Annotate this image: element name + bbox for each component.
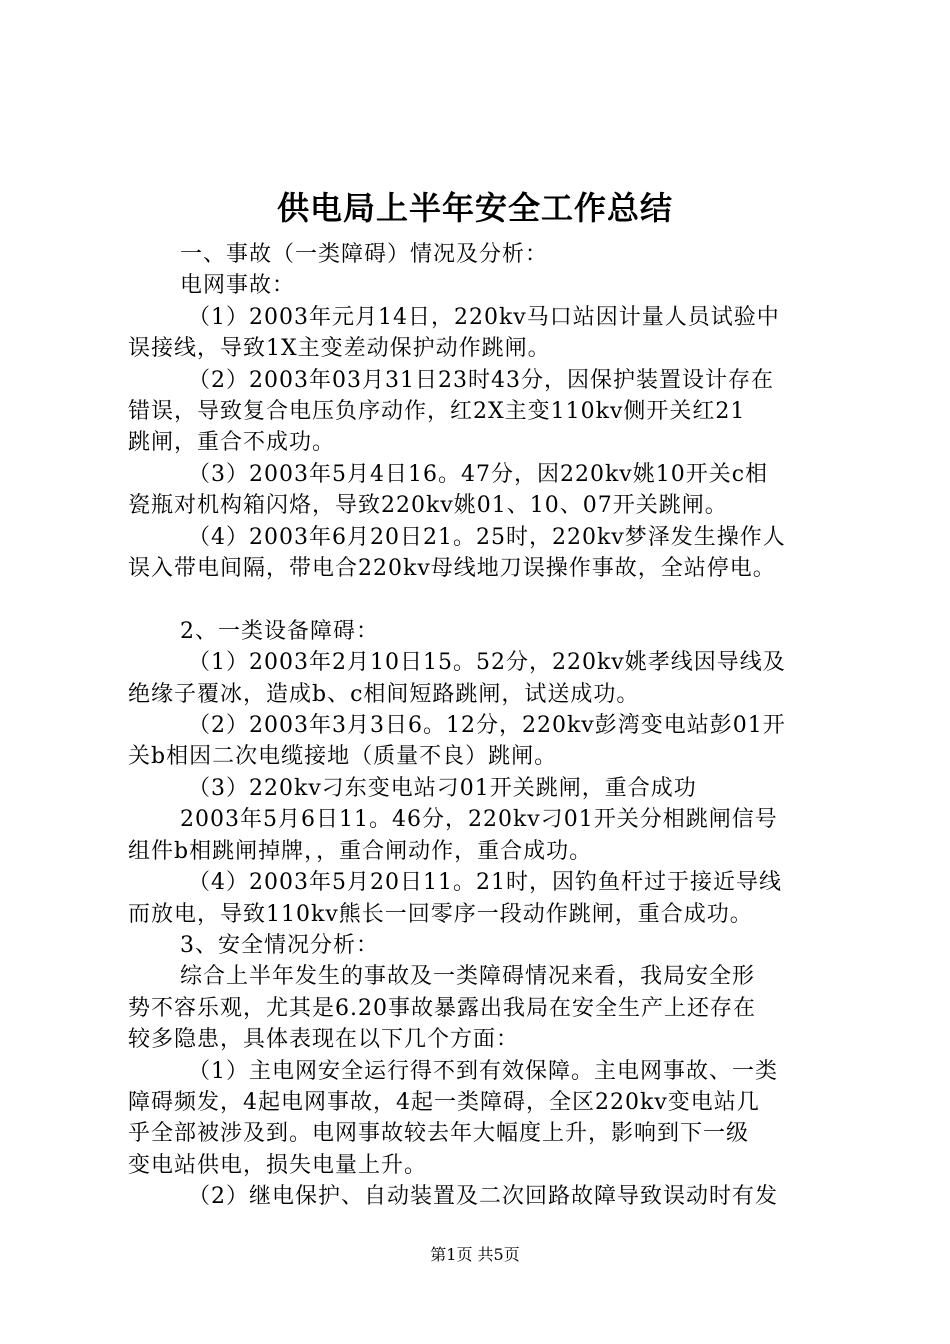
text-line: 电网事故： [180,273,296,299]
text-line: 误接线，导致1X主变差动保护动作跳闸。 [128,336,551,362]
text-line: （2）继电保护、自动装置及二次回路故障导致误动时有发 [188,1184,778,1210]
text-line: （1）主电网安全运行得不到有效保障。主电网事故、一类 [188,1058,778,1084]
text-line: 而放电，导致110kv熊长一回零序一段动作跳闸，重合成功。 [128,901,753,927]
text-line: 组件b相跳闸掉牌，，重合闸动作，重合成功。 [128,838,593,864]
page-footer: 第1页 共5页 [430,1245,520,1264]
text-line: 误入带电间隔，带电合220kv母线地刀误操作事故，全站停电。 [128,556,776,582]
text-line: 跳闸，重合不成功。 [128,430,336,456]
text-line: （2）2003年03月31日23时43分，因保护装置设计存在 [188,367,774,393]
text-line: 3、安全情况分析： [180,932,379,958]
text-line: （3）2003年5月4日16。47分，因220kv姚10开关c相 [188,461,769,487]
text-line: （2）2003年3月3日6。12分，220kv彭湾变电站彭01开 [188,713,786,739]
text-line: 2、一类设备障碍： [180,618,379,644]
text-line: 2003年5月6日11。46分，220kv刁01开关分相跳闸信号 [180,807,778,833]
text-line: 绝缘子覆冰，造成b、c相间短路跳闸，试送成功。 [128,681,640,707]
blank-line [128,584,838,615]
document-title: 供电局上半年安全工作总结 [276,189,673,227]
text-line: 变电站供电，损失电量上升。 [128,1152,428,1178]
text-line: 乎全部被涉及到。电网事故较去年大幅度上升，影响到下一级 [128,1121,750,1147]
text-line: （4）2003年5月20日11。21时，因钓鱼杆过于接近导线 [188,870,782,896]
text-line: 错误，导致复合电压负序动作，红2X主变110kv侧开关红21 [128,399,746,425]
text-line: （1）2003年2月10日15。52分，220kv姚孝线因导线及 [188,650,786,676]
document-body [128,239,838,1213]
text-line: 一、事故（一类障碍）情况及分析： [180,242,549,267]
text-line: 势不容乐观，尤其是6.20事故暴露出我局在安全生产上还存在 [128,995,756,1021]
text-line: 瓷瓶对机构箱闪烙，导致220kv姚01、10、07开关跳闸。 [128,493,728,519]
text-line: 较多隐患，具体表现在以下几个方面： [128,1027,520,1053]
text-line: 关b相因二次电缆接地（质量不良）跳闸。 [128,744,558,770]
text-line: 障碍频发，4起电网事故，4起一类障碍，全区220kv变电站几 [128,1089,760,1115]
text-line: （1）2003年元月14日，220kv马口站因计量人员试验中 [188,304,780,330]
text-line: 综合上半年发生的事故及一类障碍情况来看，我局安全形 [180,964,756,990]
text-line: （4）2003年6月20日21。25时，220kv梦泽发生操作人 [188,524,786,550]
text-line: （3）220kv刁东变电站刁01开关跳闸，重合成功 [188,775,697,801]
